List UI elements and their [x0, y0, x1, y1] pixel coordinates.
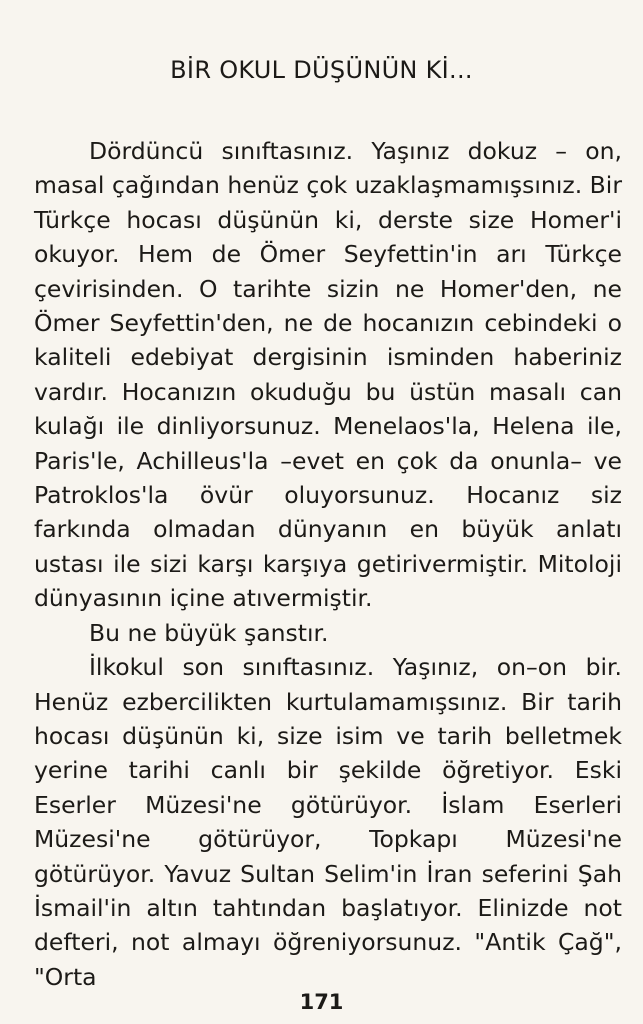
chapter-title: BİR OKUL DÜŞÜNÜN Kİ...	[170, 56, 473, 84]
paragraph-2: Bu ne büyük şanstır.	[89, 618, 329, 647]
paragraph-3: İlkokul son sınıftasınız. Yaşınız, on–on bir. Henüz ezbercilikten kurtulamamışsınız. Bir tarih hocası düşünün ki, size isim ve tarih belletmek yerine tarihi canlı bir şekilde öğretiyor. Eski Eserler Müzesi'ne götürüyor. İslam Eserleri Müzesi'ne götürüyor, Topkapı Müzesi'ne götürüyor. Yavuz Sultan Selim'in İran seferini Şah İsmail'in altın tahtından başlatıyor. Elinizde not defteri, not almayı öğreniyorsunuz. "Antik Çağ", "Orta	[34, 653, 622, 991]
body-text	[34, 134, 622, 994]
page-number: 171	[299, 990, 344, 1014]
paragraph-1: Dördüncü sınıftasınız. Yaşınız dokuz – on, masal çağından henüz çok uzaklaşmamışsınız. Bir Türkçe hocası düşünün ki, derste size Homer'i okuyor. Hem de Ömer Seyfettin'in arı Türkçe çevirisinden. O tarihte sizin ne Homer'den, ne Ömer Seyfettin'den, ne de hocanızın cebindeki o kaliteli edebiyat dergisinin isminden haberiniz vardır. Hocanızın okuduğu bu üstün masalı can kulağı ile dinliyorsunuz. Menelaos'la, Helena ile, Paris'le, Achilleus'la –evet en çok da onunla– ve Patroklos'la övür oluyorsunuz. Hocanız siz farkında olmadan dünyanın en büyük anlatı ustası ile sizi karşı karşıya getirivermiştir. Mitoloji dünyasının içine atıvermiştir.	[34, 137, 622, 613]
